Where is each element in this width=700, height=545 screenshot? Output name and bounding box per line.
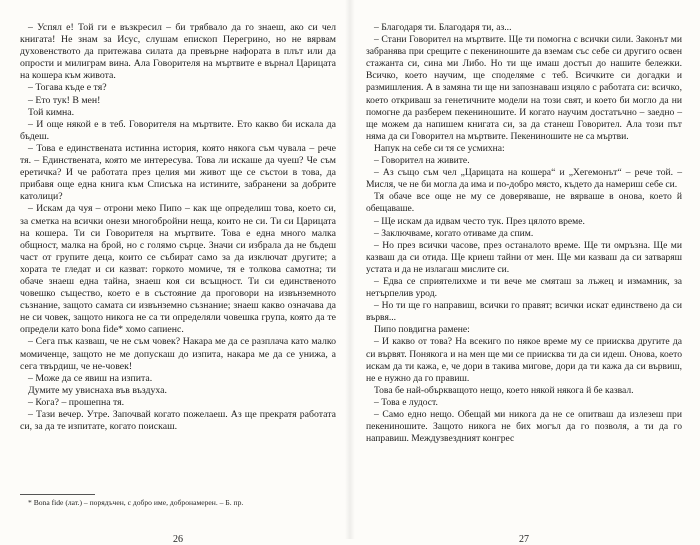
paragraph: – Това е лудост. — [374, 396, 438, 408]
paragraph: – Стани Говорител на мъртвите. Ще ти помогна с всички сили. Законът ми забранява при срещите с пекениношите да вземам със себе си другиго освен стажанта си, сина ми Либо. Но ти ще имаш достъп до нашите бележки. Всичко, което научим, ще споделяме с теб. Всичките си догадки и размишления. А в замяна ти ще ни запознаваш изцяло с работата си: всичко, което откриваш за генетичните модели на този свят, и което би могло да ни помогне да разберем пекениношите. И когато научим достатъчно – заедно – ще можем да напишем книгата си, за да станеш Говорител. Ала този път няма да си Говорител на мъртвите. Пекениношите не са мъртви. — [366, 34, 682, 142]
paragraph: – Заключваме, когато отиваме да спим. — [374, 227, 534, 239]
paragraph: – Кога? – прошепна тя. — [28, 396, 125, 408]
paragraph: – Успял е! Той ги е възкресил – би трябвало да го знаеш, ако си чел книгата! Не знам за Исус, слушам епископ Перегрино, но не вярвам духовенството да притежава силата да превърне нафората в плът или да опрости и милиграм вина. Ала Говорителя на мъртвите е върнал Царицата на кошера към живота. — [20, 22, 336, 82]
paragraph: – Тази вечер. Утре. Започвай когато пожелаеш. Аз ще прекратя работата си, за да те изпитате, когато поискаш. — [20, 409, 336, 433]
footnote-rule — [20, 494, 95, 495]
paragraph: Думите му увиснаха във въздуха. — [28, 384, 167, 396]
left-page-text — [20, 22, 336, 433]
paragraph: Той кимна. — [28, 106, 75, 118]
right-page-text — [366, 22, 682, 445]
paragraph: – Но ти ще го направиш, всички го правят; всички искат единствено да си вървя... — [366, 300, 682, 324]
left-page — [20, 22, 336, 545]
paragraph: – Това е единствената истинна история, която някога съм чувала – рече тя. – Единствената, която ме интересува. Това ли искаше да чуеш? Че съм еретичка? И че работата през целия ми живот ще се състои в това, да прибавя още една книга към Списъка на истините, забранени за добрите католици? — [20, 142, 336, 203]
book-gutter — [345, 0, 355, 539]
paragraph: – Ето тук! В мен! — [28, 94, 101, 106]
paragraph: – Благодаря ти. Благодаря ти, аз... — [374, 22, 512, 33]
paragraph: – Сега пък казваш, че не съм човек? Накара ме да се разплача като малко момиченце, защото не ме допускаш до изпита, накара ме да се унижа, а сега твърдиш, че не-човек! — [20, 336, 336, 372]
footnote: * Bona fide (лат.) – порядъчен, с добро име, добронамерен. – Б. пр. — [28, 498, 244, 507]
paragraph: – И какво от това? На всекиго по някое време му се приисква другите да си вървят. Понякога и на мен ще ми се приисква ти да си идеш. Онова, което искам да ти кажа, е, че дори в такива мигове, дори да ти кажа да си вървиш, не е нужно да го правиш. — [366, 336, 682, 384]
right-page — [366, 22, 682, 545]
paragraph: – Само едно нещо. Обещай ми никога да не се опитваш да излезеш при пекениношите. Защото никога не бих могъл да го позволя, а ти да го направиш. Междузвездният конгрес — [366, 409, 682, 445]
paragraph: – Едва се сприятелихме и ти вече ме смяташ за лъжец и измамник, за нетърпелив урод. — [366, 275, 682, 300]
paragraph: Тя обаче все още не му се доверяваше, не вярваше в онова, което й обещаваше. — [366, 191, 682, 215]
paragraph: – Тогава къде е тя? — [28, 82, 107, 94]
paragraph: – Може да се явиш на изпита. — [28, 372, 153, 384]
paragraph: – Искам да чуя – отрони меко Пипо – как ще определиш това, което си, за сметка на всички онези многобройни неща, които не си. Ти си Царицата на кошера. Ти си Говорителя на мъртвите. Това е една много малка общност, малка на брой, но с голямо сърце. Значи си избрала да не бъдеш част от групите деца, които се събират само за да изключат другите; а хората те гледат и си казват: горкото момиче, тя е толкова самотна; ти обаче знаеш една тайна, знаеш коя си всъщност. Ти си единственото човешко същество, което е в състояние да проговори на извънземното съзнание, защото самата си извънземно съзнание; знаеш какво означава да не си човек, защото никога не са ти определяли човешка група, която да те определи като bona fide* хомо сапиенс. — [20, 203, 336, 336]
paragraph: – Аз също съм чел „Царицата на кошера“ и „Хегемонът“ – рече той. – Мисля, че не би могла да има и по-добро място, където да намериш себе си. — [366, 167, 682, 191]
paragraph: – Говорител на живите. — [374, 155, 470, 167]
paragraph: – Но през всички часове, през останалото време. Ще ти омръзна. Ще ми казваш да си отида. Ще криеш тайни от мен. Ще ми казваш да си затваряш устата и да не излагаш мислите си. — [366, 239, 682, 275]
paragraph: Това бе най-объркващото нещо, което някой някога й бе казвал. — [374, 384, 634, 396]
page-number-left: 26 — [173, 534, 183, 545]
paragraph: – И още някой е в теб. Говорителя на мъртвите. Ето какво би искала да бъдеш. — [20, 118, 336, 142]
page-number-right: 27 — [519, 534, 529, 545]
paragraph: – Ще искам да идвам често тук. През цялото време. — [374, 215, 585, 227]
paragraph: Напук на себе си тя се усмихна: — [374, 142, 505, 154]
paragraph: Пипо повдигна рамене: — [374, 324, 470, 336]
